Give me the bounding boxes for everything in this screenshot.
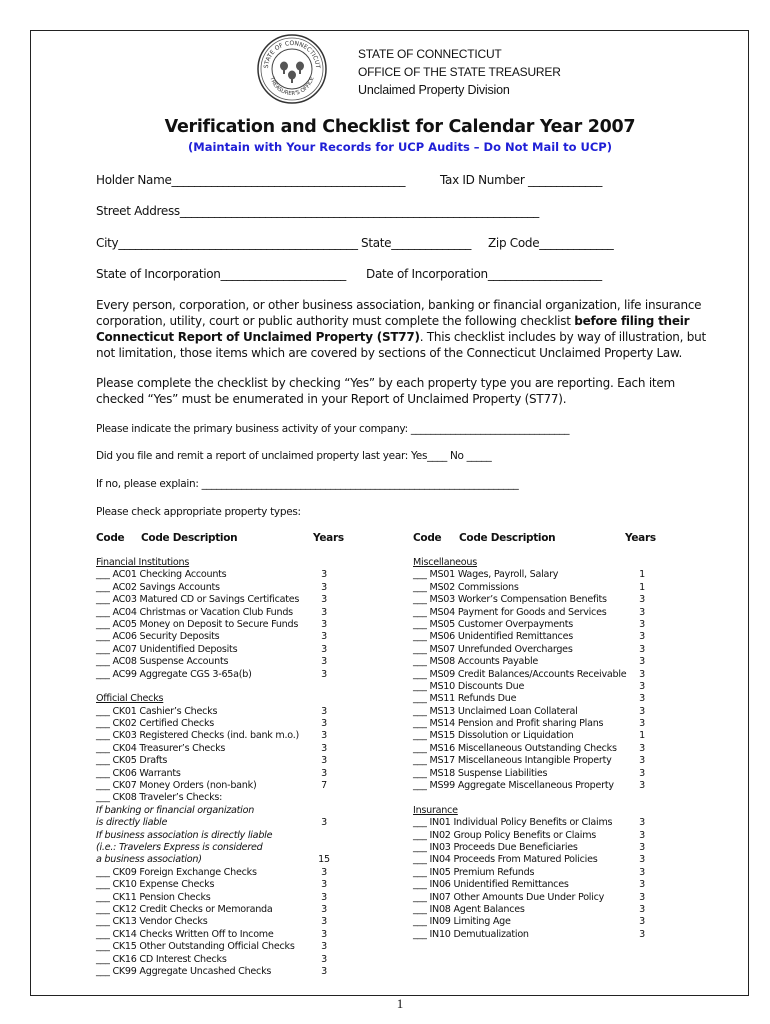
years-value: 3 bbox=[639, 891, 645, 903]
checklist-item[interactable]: ___ CK08 Traveler’s Checks: bbox=[96, 792, 223, 804]
checklist-item[interactable]: ___ CK04 Treasurer’s Checks bbox=[96, 742, 226, 754]
state-treasurer-seal-icon bbox=[256, 33, 328, 105]
years-value: 1 bbox=[639, 569, 645, 581]
checklist-item[interactable]: ___ AC02 Savings Accounts bbox=[96, 581, 220, 593]
checklist-item[interactable]: ___ CK07 Money Orders (non-bank) bbox=[96, 780, 257, 792]
business-activity-question[interactable]: Please indicate the primary business activity of your company: ________________________________ bbox=[96, 423, 570, 435]
checklist-item[interactable]: ___ CK03 Registered Checks (ind. bank m.o.) bbox=[96, 730, 300, 742]
checklist-item[interactable]: ___ CK14 Checks Written Off to Income bbox=[96, 928, 274, 940]
years-value: 3 bbox=[639, 841, 645, 853]
years-value: 3 bbox=[321, 742, 327, 754]
header-office: OFFICE OF THE STATE TREASURER bbox=[358, 65, 561, 79]
city-field[interactable]: City__________________________________________ bbox=[96, 236, 358, 250]
years-value bbox=[632, 792, 652, 804]
checklist-item[interactable]: ___ IN02 Group Policy Benefits or Claims bbox=[413, 829, 597, 841]
checklist-item[interactable]: ___ AC04 Christmas or Vacation Club Funds bbox=[96, 606, 293, 618]
checklist-item[interactable]: ___ AC07 Unidentified Deposits bbox=[96, 643, 238, 655]
checklist-item[interactable]: ___ CK01 Cashier’s Checks bbox=[96, 705, 218, 717]
years-value: 3 bbox=[639, 618, 645, 630]
years-value: 15 bbox=[318, 854, 330, 866]
zip-code-field[interactable]: Zip Code_____________ bbox=[488, 236, 614, 250]
years-value: 3 bbox=[321, 569, 327, 581]
checklist-item[interactable]: ___ AC08 Suspense Accounts bbox=[96, 656, 229, 668]
years-value bbox=[314, 792, 334, 804]
years-value: 3 bbox=[639, 742, 645, 754]
years-value: 3 bbox=[321, 618, 327, 630]
years-value: 7 bbox=[321, 780, 327, 792]
checklist-item[interactable]: ___ MS02 Commissions bbox=[413, 581, 519, 593]
holder-name-field[interactable]: Holder Name_________________________________________ bbox=[96, 173, 406, 187]
svg-text:STATE OF CONNECTICUT: STATE OF CONNECTICUT bbox=[262, 39, 322, 69]
checklist-item[interactable]: ___ CK12 Credit Checks or Memoranda bbox=[96, 903, 273, 915]
checklist-item[interactable]: ___ MS03 Worker’s Compensation Benefits bbox=[413, 594, 607, 606]
checklist-item[interactable]: ___ IN06 Unidentified Remittances bbox=[413, 879, 569, 891]
checklist-item[interactable]: ___ MS04 Payment for Goods and Services bbox=[413, 606, 607, 618]
right-code-header: Code bbox=[413, 532, 442, 544]
left-checklist bbox=[96, 557, 299, 978]
years-value: 3 bbox=[639, 705, 645, 717]
years-value: 3 bbox=[321, 953, 327, 965]
years-value: 3 bbox=[321, 928, 327, 940]
years-value: 3 bbox=[639, 693, 645, 705]
checklist-item[interactable]: ___ CK09 Foreign Exchange Checks bbox=[96, 866, 257, 878]
years-value: 3 bbox=[321, 594, 327, 606]
checklist-item[interactable]: ___ CK15 Other Outstanding Official Checks bbox=[96, 941, 295, 953]
checklist-item[interactable]: ___ MS17 Miscellaneous Intangible Property bbox=[413, 755, 612, 767]
checklist-item[interactable]: ___ CK02 Certified Checks bbox=[96, 718, 215, 730]
years-value: 3 bbox=[321, 879, 327, 891]
years-value: 3 bbox=[639, 594, 645, 606]
street-address-field[interactable]: Street Address_______________________________________________________________ bbox=[96, 204, 539, 218]
years-value: 3 bbox=[639, 631, 645, 643]
last-year-report-question[interactable]: Did you file and remit a report of unclaimed property last year: Yes____ No _____ bbox=[96, 450, 492, 462]
tax-id-field[interactable]: Tax ID Number _____________ bbox=[440, 173, 603, 187]
checklist-item[interactable]: ___ CK13 Vendor Checks bbox=[96, 916, 208, 928]
left-years-column bbox=[314, 557, 334, 978]
header-state: STATE OF CONNECTICUT bbox=[358, 47, 502, 61]
checklist-item[interactable]: ___ MS11 Refunds Due bbox=[413, 693, 517, 705]
years-value: 3 bbox=[321, 866, 327, 878]
checklist-item[interactable]: ___ IN03 Proceeds Due Beneficiaries bbox=[413, 841, 578, 853]
years-value: 3 bbox=[321, 631, 327, 643]
years-value bbox=[314, 805, 334, 817]
checklist-item[interactable]: ___ IN04 Proceeds From Matured Policies bbox=[413, 854, 598, 866]
right-desc-header: Code Description bbox=[459, 532, 556, 544]
years-value: 3 bbox=[639, 755, 645, 767]
checklist-note: is directly liable bbox=[96, 817, 168, 829]
checklist-item[interactable]: ___ IN10 Demutualization bbox=[413, 928, 529, 940]
checklist-item[interactable]: ___ CK99 Aggregate Uncashed Checks bbox=[96, 965, 272, 977]
years-value: 3 bbox=[321, 941, 327, 953]
years-value: 3 bbox=[639, 829, 645, 841]
checklist-item[interactable]: ___ MS01 Wages, Payroll, Salary bbox=[413, 569, 559, 581]
checklist-item[interactable]: ___ MS07 Unrefunded Overcharges bbox=[413, 643, 573, 655]
checklist-item[interactable]: ___ MS05 Customer Overpayments bbox=[413, 618, 574, 630]
years-value bbox=[314, 693, 334, 705]
years-value: 3 bbox=[639, 866, 645, 878]
years-value: 3 bbox=[639, 879, 645, 891]
years-value: 3 bbox=[321, 668, 327, 680]
years-value: 3 bbox=[321, 718, 327, 730]
years-value: 3 bbox=[321, 656, 327, 668]
checklist-item[interactable]: ___ MS09 Credit Balances/Accounts Receivable bbox=[413, 668, 627, 680]
page-title: Verification and Checklist for Calendar Year 2007 bbox=[164, 117, 636, 137]
years-value bbox=[314, 557, 334, 569]
years-value: 3 bbox=[321, 730, 327, 742]
checklist-item[interactable]: ___ CK06 Warrants bbox=[96, 767, 181, 779]
years-value: 3 bbox=[321, 817, 327, 829]
checklist-item[interactable]: ___ AC06 Security Deposits bbox=[96, 631, 220, 643]
property-types-prompt: Please check appropriate property types: bbox=[96, 506, 301, 518]
years-value: 1 bbox=[639, 581, 645, 593]
right-years-header: Years bbox=[625, 532, 656, 544]
checklist-item[interactable]: ___ MS99 Aggregate Miscellaneous Property bbox=[413, 780, 614, 792]
checklist-item[interactable]: ___ MS13 Unclaimed Loan Collateral bbox=[413, 705, 578, 717]
checklist-instructions: Please complete the checklist by checking “Yes” by each property type you are reporting. Each item checked “Yes” must be enumerated in your Report of Unclaimed Property (ST77). bbox=[96, 376, 675, 406]
checklist-item[interactable]: ___ MS16 Miscellaneous Outstanding Checks bbox=[413, 742, 617, 754]
years-value: 1 bbox=[639, 730, 645, 742]
years-value: 3 bbox=[639, 817, 645, 829]
years-value: 3 bbox=[321, 903, 327, 915]
checklist-item[interactable]: ___ MS15 Dissolution or Liquidation bbox=[413, 730, 574, 742]
checklist-note bbox=[96, 681, 299, 693]
checklist-item[interactable]: ___ IN08 Agent Balances bbox=[413, 903, 525, 915]
header-division: Unclaimed Property Division bbox=[358, 83, 510, 97]
section-heading: Insurance bbox=[413, 804, 458, 816]
checklist-item[interactable]: ___ IN07 Other Amounts Due Under Policy bbox=[413, 891, 605, 903]
years-value: 3 bbox=[639, 916, 645, 928]
checklist-item[interactable]: ___ AC03 Matured CD or Savings Certificates bbox=[96, 594, 300, 606]
checklist-item[interactable]: ___ IN05 Premium Refunds bbox=[413, 866, 535, 878]
years-value: 3 bbox=[639, 718, 645, 730]
years-value: 3 bbox=[639, 767, 645, 779]
years-value: 3 bbox=[639, 854, 645, 866]
checklist-item[interactable]: ___ MS14 Pension and Profit sharing Plans bbox=[413, 718, 604, 730]
svg-text:TREASURER'S OFFICE: TREASURER'S OFFICE bbox=[268, 76, 316, 98]
checklist-item[interactable]: ___ CK11 Pension Checks bbox=[96, 891, 211, 903]
years-value: 3 bbox=[639, 643, 645, 655]
years-value: 3 bbox=[321, 643, 327, 655]
years-value: 3 bbox=[321, 755, 327, 767]
right-checklist bbox=[413, 557, 626, 941]
years-value bbox=[632, 805, 652, 817]
years-value: 3 bbox=[321, 916, 327, 928]
years-value bbox=[632, 557, 652, 569]
checklist-item[interactable]: ___ IN01 Individual Policy Benefits or Claims bbox=[413, 817, 613, 829]
left-desc-header: Code Description bbox=[141, 532, 238, 544]
checklist-item[interactable]: ___ CK16 CD Interest Checks bbox=[96, 953, 227, 965]
state-field[interactable]: State______________ bbox=[361, 236, 472, 250]
checklist-note: If banking or financial organization bbox=[96, 804, 255, 816]
checklist-note: (i.e.: Travelers Express is considered bbox=[96, 841, 263, 853]
checklist-item[interactable]: ___ CK05 Drafts bbox=[96, 755, 168, 767]
years-value: 3 bbox=[639, 606, 645, 618]
checklist-item[interactable]: ___ AC01 Checking Accounts bbox=[96, 569, 227, 581]
years-value: 3 bbox=[639, 780, 645, 792]
left-years-header: Years bbox=[313, 532, 344, 544]
left-code-header: Code bbox=[96, 532, 125, 544]
page-subtitle: (Maintain with Your Records for UCP Audits – Do Not Mail to UCP) bbox=[188, 140, 612, 154]
page-number: 1 bbox=[396, 996, 404, 1011]
years-value: 3 bbox=[321, 965, 327, 977]
years-value: 3 bbox=[639, 680, 645, 692]
checklist-note bbox=[413, 792, 626, 804]
checklist-item[interactable]: ___ MS08 Accounts Payable bbox=[413, 656, 539, 668]
right-years-column bbox=[632, 557, 652, 941]
checklist-item[interactable]: ___ MS18 Suspense Liabilities bbox=[413, 767, 548, 779]
checklist-item[interactable]: ___ MS06 Unidentified Remittances bbox=[413, 631, 573, 643]
section-heading: Financial Institutions bbox=[96, 557, 190, 568]
years-value bbox=[314, 842, 334, 854]
section-heading: Miscellaneous bbox=[413, 557, 478, 568]
years-value: 3 bbox=[639, 928, 645, 940]
years-value: 3 bbox=[639, 668, 645, 680]
years-value: 3 bbox=[321, 606, 327, 618]
checklist-note: If business association is directly liable bbox=[96, 829, 273, 841]
checklist-item[interactable]: ___ AC05 Money on Deposit to Secure Funds bbox=[96, 618, 299, 630]
instructions-paragraph: Every person, corporation, or other business association, banking or financial organization, life insurance corporation, utility, court or public authority must complete the following checklist before filing their Connecticut Report of Unclaimed Property (ST77). This checklist includes by way of illustration, but not limitation, those items which are covered by sections of the Connecticut Unclaimed Property Law. bbox=[96, 298, 706, 360]
date-of-incorporation-field[interactable]: Date of Incorporation____________________ bbox=[366, 267, 602, 281]
years-value: 3 bbox=[321, 705, 327, 717]
checklist-note: a business association) bbox=[96, 854, 202, 866]
years-value bbox=[314, 681, 334, 693]
checklist-item[interactable]: ___ IN09 Limiting Age bbox=[413, 916, 511, 928]
checklist-item[interactable]: ___ MS10 Discounts Due bbox=[413, 680, 525, 692]
years-value bbox=[314, 830, 334, 842]
years-value: 3 bbox=[639, 903, 645, 915]
checklist-item[interactable]: ___ AC99 Aggregate CGS 3-65a(b) bbox=[96, 668, 252, 680]
checklist-item[interactable]: ___ CK10 Expense Checks bbox=[96, 879, 215, 891]
section-heading: Official Checks bbox=[96, 693, 164, 705]
explanation-question[interactable]: If no, please explain: ________________________________________________________________ bbox=[96, 478, 519, 490]
years-value: 3 bbox=[321, 767, 327, 779]
years-value: 3 bbox=[321, 581, 327, 593]
years-value: 3 bbox=[321, 891, 327, 903]
state-of-incorporation-field[interactable]: State of Incorporation______________________ bbox=[96, 267, 347, 281]
years-value: 3 bbox=[639, 656, 645, 668]
